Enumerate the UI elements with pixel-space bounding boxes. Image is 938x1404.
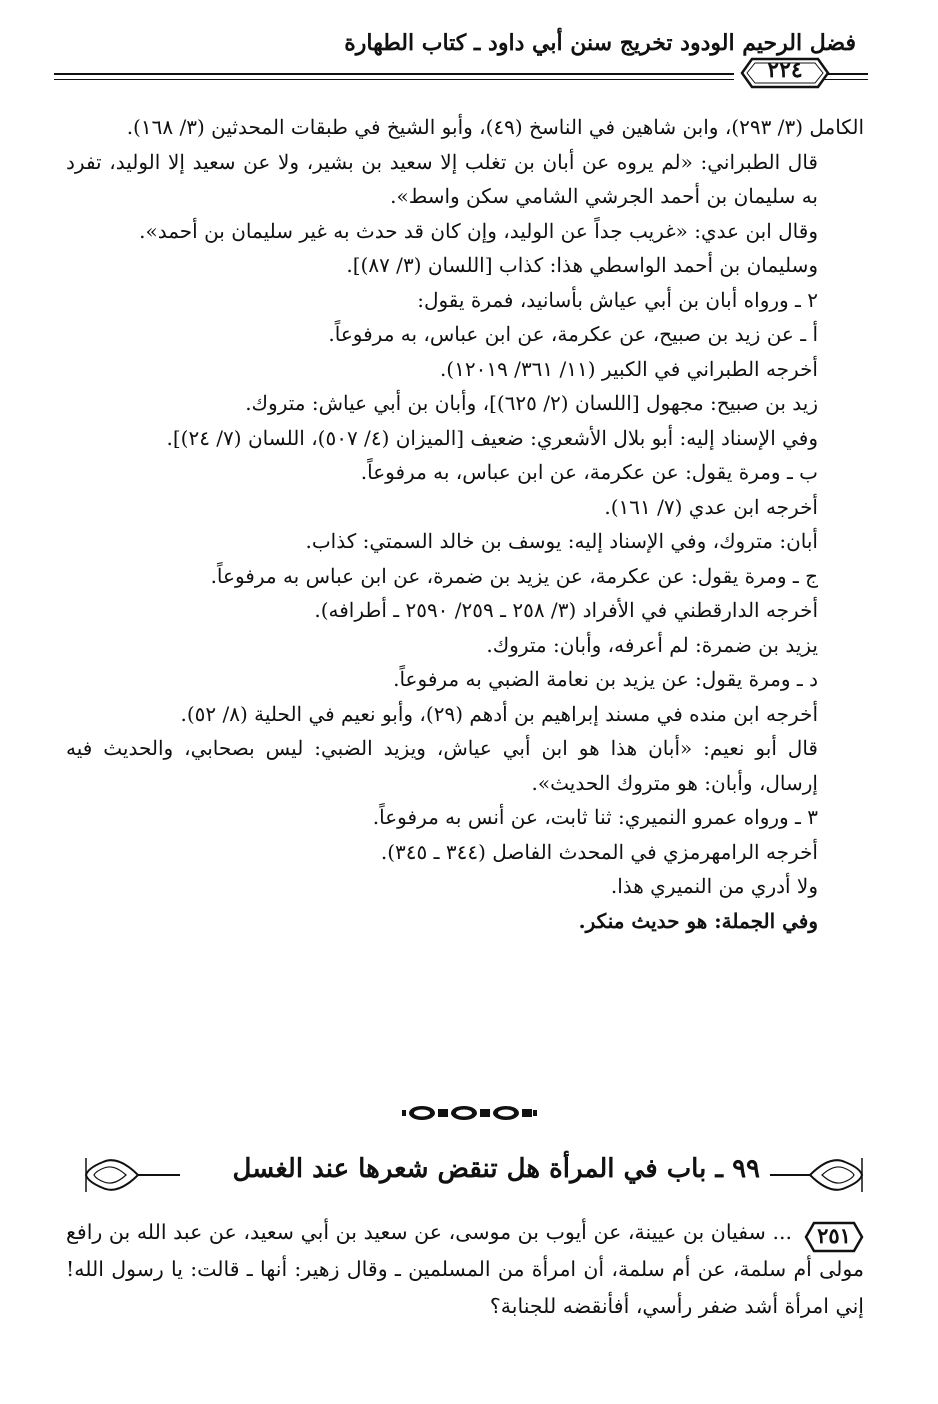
body-paragraph: زيد بن صبيح: مجهول [اللسان (٢/ ٦٢٥)]، وأبان بن أبي عياش: متروك. — [245, 391, 818, 415]
body-paragraph: د ـ ومرة يقول: عن يزيد بن نعامة الضبي به مرفوعاً. — [393, 667, 818, 691]
body-paragraph: ج ـ ومرة يقول: عن عكرمة، عن يزيد بن ضمرة، عن ابن عباس به مرفوعاً. — [210, 563, 818, 588]
section-divider-ornament-icon — [402, 1102, 537, 1124]
heading-ornament-left-icon — [70, 1150, 180, 1200]
hadith-number: ٢٥١ — [817, 1223, 851, 1248]
body-paragraph: ٣ ـ ورواه عمرو النميري: ثنا ثابت، عن أنس به مرفوعاً. — [372, 805, 818, 829]
body-paragraph: ب ـ ومرة يقول: عن عكرمة، عن ابن عباس، به مرفوعاً. — [360, 460, 818, 484]
main-text — [66, 110, 864, 938]
body-paragraph: ٢ ـ ورواه أبان بن أبي عياش بأسانيد، فمرة يقول: — [417, 287, 818, 312]
header-rule-left — [54, 73, 734, 75]
body-paragraph: يزيد بن ضمرة: لم أعرفه، وأبان: متروك. — [486, 632, 818, 657]
body-paragraph: وفي الجملة: هو حديث منكر. — [578, 908, 818, 933]
page-number-badge — [740, 55, 830, 91]
body-paragraph: قال الطبراني: «لم يروه عن أبان بن تغلب إلا سعيد بن بشير، ولا عن سعيد إلا الوليد، تفرد به سليمان بن أحمد الجرشي الشامي سكن واسط». — [66, 149, 818, 208]
body-paragraph: أخرجه الدارقطني في الأفراد (٣/ ٢٥٨ ـ ٢٥٩/ ٢٥٩٠ ـ أطرافه). — [314, 598, 818, 622]
hadith-text: ... سفيان بن عيينة، عن أيوب بن موسى، عن سعيد بن أبي سعيد، عن عبد الله بن رافع مولى أم سلمة، عن أم سلمة، أن امرأة من المسلمين ـ وقال زهير: أنها ـ قالت: يا رسول الله! إني امرأة أشد ضفر رأسي، أفأنقضه للجنابة؟ — [66, 1220, 864, 1318]
chapter-heading — [70, 1150, 870, 1200]
body-paragraph: أخرجه الطبراني في الكبير (١١/ ٣٦١/ ١٢٠١٩). — [439, 356, 818, 381]
body-paragraph: ولا أدري من النميري هذا. — [610, 874, 818, 898]
body-paragraph: أخرجه ابن عدي (٧/ ١٦١). — [604, 494, 818, 519]
body-paragraph: أ ـ عن زيد بن صبيح، عن عكرمة، عن ابن عباس، به مرفوعاً. — [328, 322, 818, 346]
heading-ornament-right-icon — [770, 1150, 870, 1200]
body-paragraph: قال أبو نعيم: «أبان هذا هو ابن أبي عياش، ويزيد الضبي: ليس بصحابي، والحديث فيه إرسال، وأبان: هو متروك الحديث». — [66, 736, 818, 795]
hadith-number-badge — [804, 1220, 864, 1254]
body-paragraph: وفي الإسناد إليه: أبو بلال الأشعري: ضعيف [الميزان (٤/ ٥٠٧)، اللسان (٧/ ٢٤)]. — [166, 425, 818, 450]
hadith-block — [66, 1214, 864, 1325]
page-number: ٢٢٤ — [767, 57, 803, 83]
body-paragraph: الكامل (٣/ ٢٩٣)، وابن شاهين في الناسخ (٤٩)، وأبو الشيخ في طبقات المحدثين (٣/ ١٦٨). — [126, 115, 864, 139]
running-header-title: فضل الرحيم الودود تخريج سنن أبي داود ـ كتاب الطهارة — [344, 30, 856, 56]
body-paragraph: أخرجه ابن منده في مسند إبراهيم بن أدهم (٢٩)، وأبو نعيم في الحلية (٨/ ٥٢). — [180, 701, 818, 726]
body-paragraph: وقال ابن عدي: «غريب جداً عن الوليد، وإن كان قد حدث به غير سليمان بن أحمد». — [139, 218, 818, 243]
chapter-title: ٩٩ ـ باب في المرأة هل تنقض شعرها عند الغسل — [232, 1154, 760, 1184]
body-paragraph: أخرجه الرامهرمزي في المحدث الفاصل (٣٤٤ ـ ٣٤٥). — [380, 839, 818, 864]
header-rule-left-thin — [54, 79, 734, 80]
body-paragraph: أبان: متروك، وفي الإسناد إليه: يوسف بن خالد السمتي: كذاب. — [305, 529, 818, 553]
body-paragraph: وسليمان بن أحمد الواسطي هذا: كذاب [اللسان (٣/ ٨٧)]. — [346, 253, 818, 277]
